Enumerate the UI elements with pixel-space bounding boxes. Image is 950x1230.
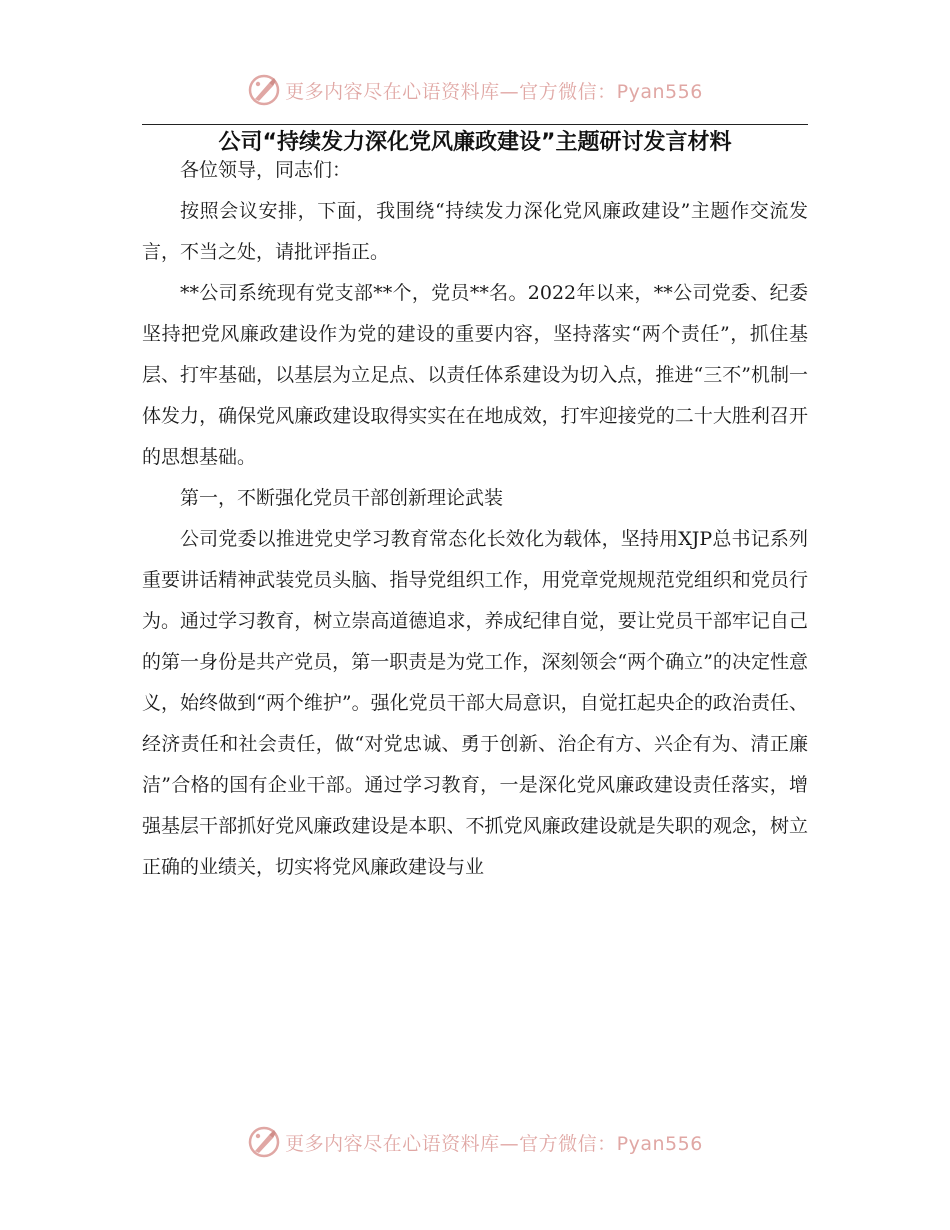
footer-watermark (0, 1122, 950, 1162)
greeting: 各位领导，同志们： (180, 159, 352, 181)
paragraph-section-1: 公司党委以推进党史学习教育常态化长效化为载体，坚持用XJP总书记系列重要讲话精神武装党员头脑、指导党组织工作，用党章党规规范党组织和党员行为。通过学习教育，树立崇高道德追求，养成纪律自觉，要让党员干部牢记自己的第一身份是共产党员，第一职责是为党工作，深刻领会“两个确立”的决定性意义，始终做到“两个维护”。强化党员干部大局意识，自觉扛起央企的政治责任、经济责任和社会责任，做“对党忠诚、勇于创新、治企有方、兴企有为、清正廉洁”合格的国有企业干部。通过学习教育，一是深化党风廉政建设责任落实，增强基层干部抓好党风廉政建设是本职、不抓党风廉政建设就是失职的观念，树立正确的业绩关，切实将党风廉政建设与业 (142, 528, 808, 878)
header-watermark-text: 更多内容尽在心语资料库—官方微信：Pyan556 (285, 80, 703, 103)
footer-watermark-text: 更多内容尽在心语资料库—官方微信：Pyan556 (285, 1132, 703, 1155)
title-rule (142, 124, 808, 125)
header-watermark (0, 70, 950, 110)
pen-logo-icon (247, 73, 281, 107)
paragraph-intro: 按照会议安排，下面，我围绕“持续发力深化党风廉政建设”主题作交流发言，不当之处，请批评指正。 (142, 200, 808, 263)
document-title: 公司“持续发力深化党风廉政建设”主题研讨发言材料 (218, 130, 732, 155)
pen-logo-icon (247, 1125, 281, 1159)
document-body (142, 150, 808, 888)
paragraph-overview: **公司系统现有党支部**个，党员**名。2022年以来，**公司党委、纪委坚持把党风廉政建设作为党的建设的重要内容，坚持落实“两个责任”，抓住基层、打牢基础，以基层为立足点、以责任体系建设为切入点，推进“三不”机制一体发力，确保党风廉政建设取得实实在在地成效，打牢迎接党的二十大胜利召开的思想基础。 (142, 282, 808, 468)
section-heading-1: 第一，不断强化党员干部创新理论武装 (180, 487, 504, 509)
